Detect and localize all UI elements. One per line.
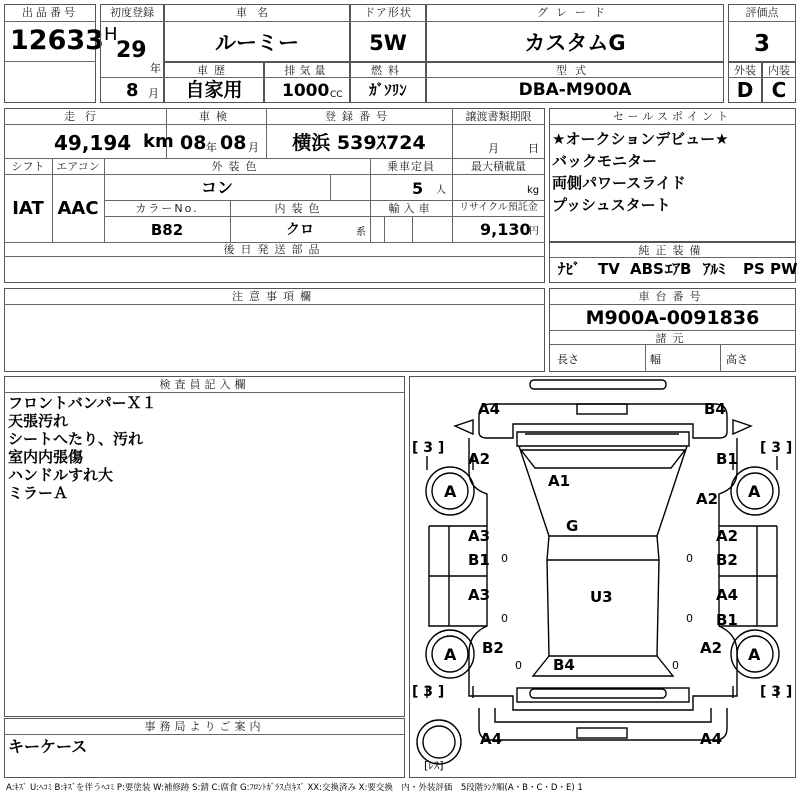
mark-a4: A4 xyxy=(478,400,501,418)
mark-zero: 0 xyxy=(686,552,693,565)
reg-month: 8 xyxy=(126,80,139,101)
mark-a: A xyxy=(748,645,761,664)
int-color-unit: 系 xyxy=(356,227,366,238)
insp-month: 08 xyxy=(220,132,247,154)
equipment-item: ｱﾙﾐ xyxy=(703,260,726,278)
mark-b2: B2 xyxy=(716,551,738,569)
door-type: 5W xyxy=(369,31,407,55)
era: H xyxy=(104,24,118,45)
mark-u3: U3 xyxy=(590,588,613,606)
mileage: 49,194 xyxy=(54,131,132,155)
equipment-item: ｴｱB xyxy=(665,260,692,278)
color-label: 外装色 xyxy=(211,160,263,173)
ext-label: 外装 xyxy=(734,64,756,77)
mark-a2: A2 xyxy=(700,639,723,657)
model: DBA-M900A xyxy=(518,80,632,100)
rear-bumper-shape xyxy=(517,688,689,702)
mark-a4: A4 xyxy=(480,730,503,748)
front-outline xyxy=(478,400,727,438)
reg-month-unit: 月 xyxy=(148,87,159,100)
score-label: 評価点 xyxy=(745,6,779,19)
mark-g: G xyxy=(566,517,579,535)
mark-a2: A2 xyxy=(696,490,719,508)
ac-label: エアコン xyxy=(56,160,100,173)
fuel-label: 燃料 xyxy=(371,64,405,77)
inspector-note: ハンドルすれ大 xyxy=(8,466,114,484)
equipment-item: ﾅﾋﾞ xyxy=(558,260,581,278)
mark-b1: B1 xyxy=(716,450,738,468)
mark-b2: B2 xyxy=(482,639,504,657)
mileage-label: 走行 xyxy=(64,110,106,123)
first-reg-label: 初度登録 xyxy=(110,6,154,19)
mark-a1: A1 xyxy=(548,472,571,490)
color: コン xyxy=(200,178,233,197)
capacity-label: 乗車定員 xyxy=(387,160,435,173)
mark-a: A xyxy=(748,482,761,501)
sales-point: 両側パワースライド xyxy=(552,174,686,192)
inspector-note: 天張汚れ xyxy=(8,412,69,430)
transfer-month: 月 xyxy=(488,142,499,155)
int-color-label: 内装色 xyxy=(274,202,326,215)
mark-a3: A3 xyxy=(468,586,491,604)
lot-number: 12633 xyxy=(10,25,104,56)
equipment-item: TV xyxy=(598,260,620,278)
reg-no: 横浜 539ｽ724 xyxy=(292,132,426,154)
name-label: 車名 xyxy=(236,6,278,19)
car-name: ルーミー xyxy=(215,31,299,55)
inspector-label: 検査員記入欄 xyxy=(159,378,250,391)
insp-year-unit: 年 xyxy=(206,141,217,154)
reg-no-label: 登録番号 xyxy=(325,110,393,123)
length-label: 長さ xyxy=(557,353,579,366)
equipment-item: PS xyxy=(743,260,765,278)
mark-zero: 0 xyxy=(501,552,508,565)
mark-a4: A4 xyxy=(700,730,723,748)
disp-label: 排気量 xyxy=(284,64,330,77)
score: 3 xyxy=(753,31,770,57)
displacement: 1000 xyxy=(282,81,330,101)
mark-zero: 0 xyxy=(686,612,693,625)
inspector-note: ミラーＡ xyxy=(8,484,69,502)
inspection-label: 車検 xyxy=(199,110,233,123)
tire-tread-fl: [ 3 ] xyxy=(412,440,445,456)
mark-a2: A2 xyxy=(716,527,739,545)
history: 自家用 xyxy=(185,79,243,101)
equipment-label: 純正装備 xyxy=(638,244,707,257)
lot-label: 出品番号 xyxy=(22,6,78,19)
spec-label: 諸元 xyxy=(655,332,690,345)
capacity: 5 xyxy=(412,179,424,198)
mark-b4: B4 xyxy=(553,656,575,674)
spare-tire-label: [ﾚｽ] xyxy=(424,759,444,772)
roof-outline xyxy=(519,446,687,656)
reg-year: 29 xyxy=(116,38,147,63)
recycle-label: リサイクル預託金 xyxy=(459,202,538,213)
chassis-label: 車台番号 xyxy=(638,290,707,303)
mark-zero: 0 xyxy=(501,612,508,625)
shift: IAT xyxy=(12,198,44,219)
insp-year: 08 xyxy=(180,132,207,154)
ac: AAC xyxy=(57,198,99,219)
mark-a3: A3 xyxy=(468,527,491,545)
grade-label: グレード xyxy=(537,6,613,19)
mark-zero: 0 xyxy=(672,659,679,672)
mark-a: A xyxy=(444,645,457,664)
fuel: ｶﾞｿﾘﾝ xyxy=(369,81,407,99)
mark-a: A xyxy=(444,482,457,501)
later-parts-label: 後日発送部品 xyxy=(223,243,326,256)
shift-label: シフト xyxy=(11,160,45,173)
mark-b1: B1 xyxy=(468,551,490,569)
sales-label: セールスポイント xyxy=(612,110,732,123)
transfer-label: 譲渡書類期限 xyxy=(465,110,532,123)
equipment-item: PW xyxy=(770,260,798,278)
transfer-day: 日 xyxy=(528,142,539,155)
model-label: 型式 xyxy=(556,64,594,77)
car-diagram xyxy=(409,376,796,778)
inspector-note: 室内内張傷 xyxy=(8,448,84,466)
grade: カスタムG xyxy=(524,31,626,55)
tire-tread-fr: [ 3 ] xyxy=(760,440,793,456)
front-bumper-shape xyxy=(530,380,666,389)
mileage-unit: km xyxy=(143,131,174,152)
disp-unit: CC xyxy=(330,90,343,100)
insp-month-unit: 月 xyxy=(248,141,259,154)
inspector-note: フロントバンパーＸ１ xyxy=(8,394,157,412)
chassis-number: M900A-0091836 xyxy=(585,307,760,329)
width-label: 幅 xyxy=(650,353,661,366)
sales-point: ★オークションデビュー★ xyxy=(552,130,729,148)
equipment-item: ABS xyxy=(630,260,664,278)
office-note: キーケース xyxy=(8,737,88,756)
mark-a4: A4 xyxy=(716,586,739,604)
mark-b1: B1 xyxy=(716,611,738,629)
ext-grade: D xyxy=(736,78,754,102)
recycle: 9,130 xyxy=(480,220,531,239)
load-label: 最大積載量 xyxy=(471,160,526,173)
sales-point: バックモニター xyxy=(552,152,658,170)
rear-outline xyxy=(479,708,727,740)
reg-year-unit: 年 xyxy=(150,62,161,75)
int-grade: C xyxy=(771,78,787,102)
recycle-unit: 円 xyxy=(529,226,539,237)
int-label: 内装 xyxy=(768,64,790,77)
load-unit: kg xyxy=(527,185,540,196)
int-color: クロ xyxy=(286,222,314,238)
height-label: 高さ xyxy=(726,353,748,366)
tire-tread-rr: [ 3 ] xyxy=(760,684,793,700)
body-outline xyxy=(469,438,737,710)
legend: A:ｷｽﾞ U:ﾍｺﾐ B:ｷｽﾞを伴うﾍｺﾐ P:要塗装 W:補修跡 S:錆 C:腐食 G:ﾌﾛﾝﾄｶﾞﾗｽ点ｷｽﾞ XX:交換済み X:要交換 内・外装評価 5段階ﾗﾝｸ順(A・B・C・D・E) 1 xyxy=(6,783,583,793)
caution-label: 注意事項欄 xyxy=(232,290,317,303)
mark-zero: 0 xyxy=(515,659,522,672)
history-label: 車歴 xyxy=(197,64,231,77)
door-label: ドア形状 xyxy=(364,6,412,19)
mark-a2: A2 xyxy=(468,450,491,468)
inspector-note: シートへたり、汚れ xyxy=(8,430,144,448)
import-label: 輸入車 xyxy=(388,202,434,215)
tire-tread-rl: [ 3 ] xyxy=(412,684,445,700)
office-label: 事務局よりご案内 xyxy=(144,720,265,733)
sales-point: プッシュスタート xyxy=(552,196,671,214)
mark-b4: B4 xyxy=(704,400,726,418)
capacity-unit: 人 xyxy=(436,185,446,196)
color-no-label: カラーNo. xyxy=(135,202,199,215)
color-no: B82 xyxy=(150,221,184,239)
